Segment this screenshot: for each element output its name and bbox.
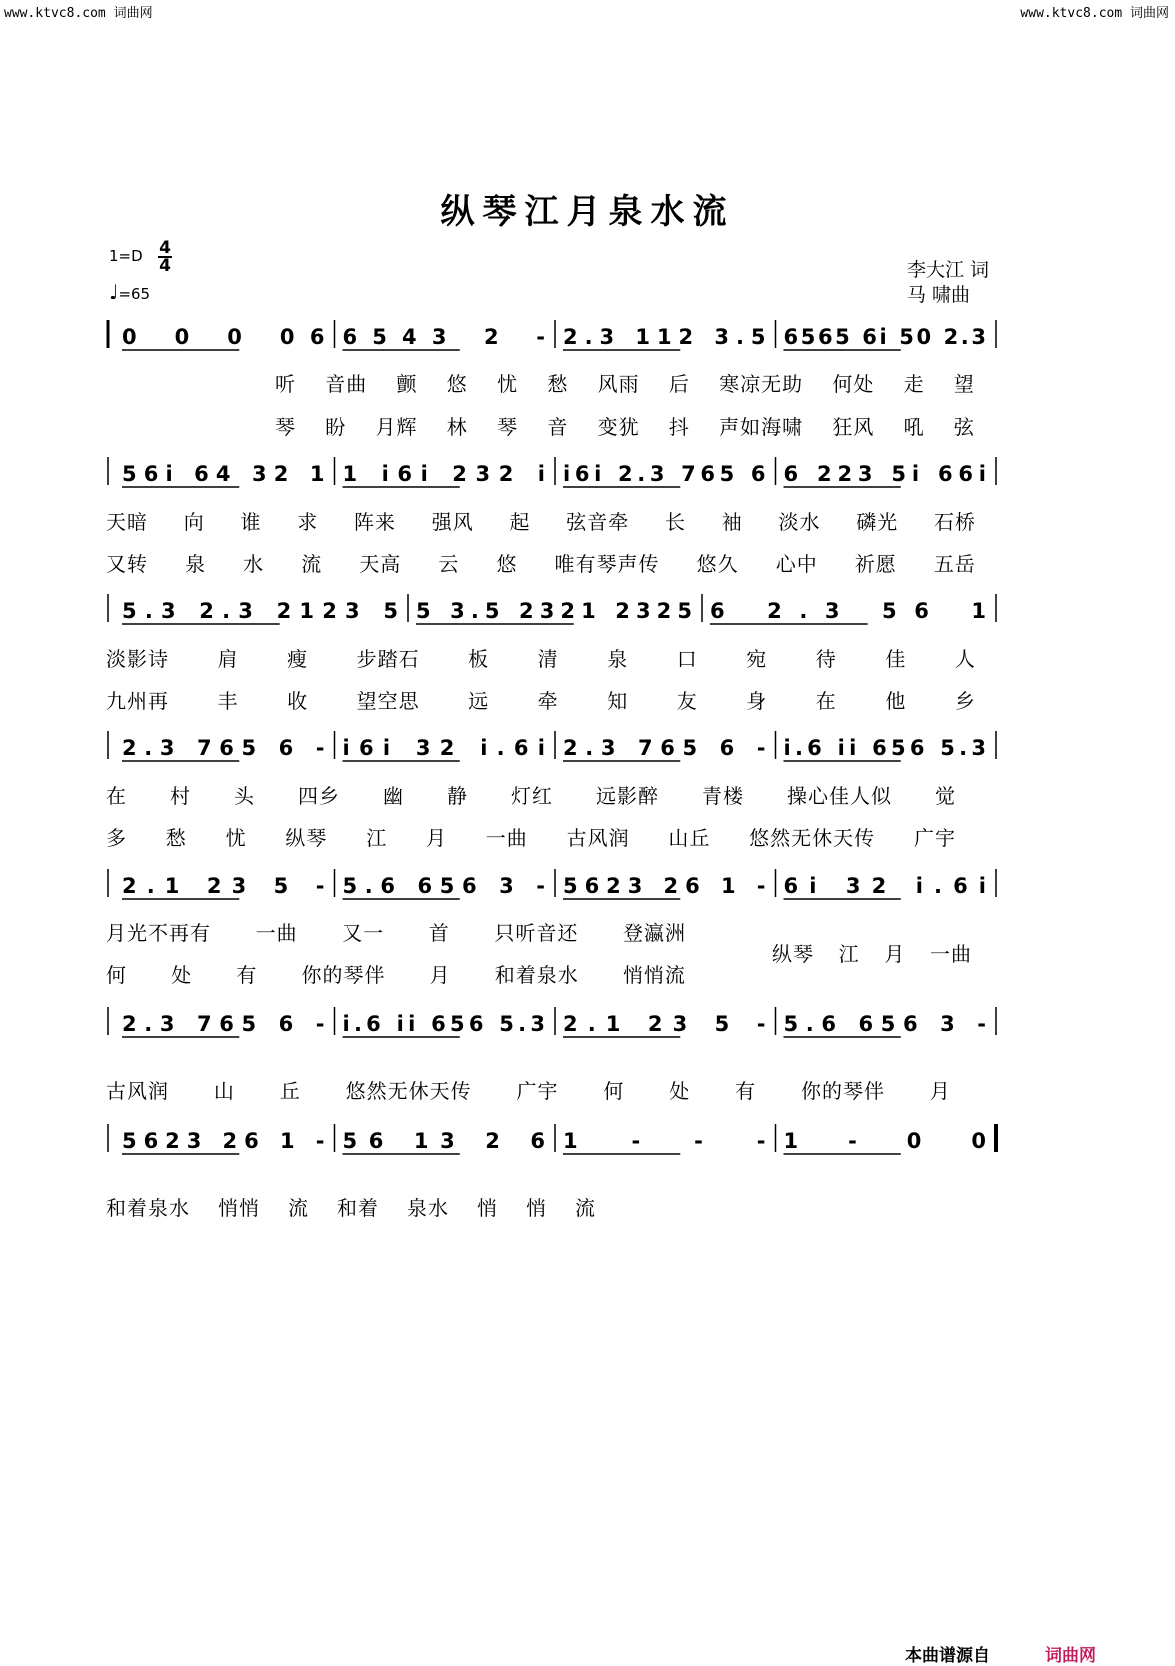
- lyric-word: 身: [746, 689, 768, 713]
- lyric-word: 抖: [668, 415, 690, 439]
- lyric-word: 流: [575, 1196, 596, 1220]
- lyric-word: 四乡: [298, 784, 340, 808]
- measure: 2.1 23 5 -: [563, 1012, 766, 1036]
- measure: 5623 26 1 -: [563, 874, 766, 898]
- lyric-word: 在: [106, 784, 127, 808]
- song-title: 纵琴江月泉水流: [440, 192, 735, 232]
- lyric-word: 广宇: [913, 826, 956, 850]
- lyric-word: 忧: [225, 826, 247, 850]
- lyric-word: 心中: [775, 552, 818, 576]
- lyric-word: 寒凉无助: [719, 372, 804, 396]
- lyric-word: 悠然无休天传: [749, 826, 876, 850]
- lyric-word: 悠久: [696, 552, 739, 576]
- lyric-word: 琴: [497, 415, 519, 439]
- measure: 56 13 2 6: [342, 1129, 545, 1153]
- lyric-word: 吼: [903, 415, 925, 439]
- measure: i6i 2.3 765 6: [563, 462, 766, 486]
- lyric-word: 弦音牵: [566, 510, 630, 534]
- lyric-word: 丰: [217, 689, 239, 713]
- lyrics-s5-v1: [106, 917, 686, 946]
- lyric-word: 远影醉: [596, 784, 659, 808]
- lyric-word: 盼: [325, 415, 347, 439]
- lyric-word: 月辉: [375, 415, 418, 439]
- lyric-word: 望: [953, 372, 975, 396]
- lyric-word: 乡: [954, 689, 976, 713]
- lyric-word: 古风润: [106, 1079, 169, 1103]
- lyric-word: 向: [183, 510, 205, 534]
- lyric-word: 一曲: [485, 826, 528, 850]
- lyrics-s1-v2: [275, 411, 975, 440]
- lyric-word: 操心佳人似: [787, 784, 892, 808]
- lyric-word: 头: [234, 784, 255, 808]
- lyric-word: 登瀛洲: [622, 921, 686, 945]
- measure: 1 - 0 0: [783, 1129, 986, 1153]
- lyrics-s2-v1: [106, 506, 976, 535]
- lyric-word: 友: [676, 689, 698, 713]
- lyrics-s3-v2: [106, 685, 976, 714]
- measure: 6 223 5i 66i: [783, 462, 986, 486]
- lyricist: 李大江 词: [907, 259, 990, 281]
- lyric-word: 风雨: [597, 372, 640, 396]
- lyric-word: 音: [547, 415, 569, 439]
- lyric-word: 口: [676, 647, 698, 671]
- lyric-word: 又一: [342, 921, 385, 945]
- measure: 2.1 23 5 -: [122, 874, 325, 898]
- lyric-word: 天暗: [106, 510, 148, 534]
- measure: 5623 26 1 -: [122, 1129, 325, 1153]
- lyric-word: 望空思: [356, 689, 420, 713]
- lyrics-s2-v2: [106, 548, 976, 577]
- lyric-word: 弦: [953, 415, 975, 439]
- lyric-word: 音曲: [325, 372, 368, 396]
- lyric-word: 起: [509, 510, 531, 534]
- notation-line: [108, 731, 996, 761]
- lyric-word: 和着泉水: [494, 963, 579, 987]
- notation-line: [108, 457, 996, 487]
- lyric-word: 悠: [496, 552, 518, 576]
- lyric-word: 流: [288, 1196, 309, 1220]
- lyrics-s4-v2: [106, 822, 956, 851]
- measure: 2.3 765 6 -: [563, 736, 766, 760]
- lyric-word: 悄悄流: [622, 963, 686, 987]
- lyric-word: 愁: [165, 826, 187, 850]
- lyric-word: 五岳: [933, 552, 976, 576]
- lyric-word: 觉: [935, 784, 956, 808]
- lyric-word: 多: [106, 826, 127, 850]
- site-url-left[interactable]: www.ktvc8.com 词曲网: [4, 6, 153, 21]
- lyric-word: 青楼: [702, 784, 744, 808]
- lyric-word: 宛: [746, 647, 768, 671]
- lyrics-s6: [106, 1075, 951, 1104]
- notation-line: [108, 1124, 996, 1154]
- key-signature: 1=D: [109, 247, 143, 265]
- measure: 6543 2 -: [342, 325, 545, 349]
- measure: 6 2.3 56 1: [710, 599, 986, 623]
- lyric-word: 忧: [497, 372, 519, 396]
- measure: i6i 32 i.6i: [342, 736, 545, 760]
- lyric-word: 肩: [217, 647, 239, 671]
- measure: i.6 ii 656 5.3: [783, 736, 986, 760]
- lyric-word: 强风: [431, 510, 474, 534]
- lyric-word: 在: [815, 689, 837, 713]
- time-bottom: 4: [159, 256, 171, 276]
- lyric-word: 他: [885, 689, 907, 713]
- lyric-word: 纵琴: [772, 942, 814, 966]
- measure: 5 3.5 2321 2325: [416, 599, 692, 623]
- notation-line: [108, 594, 996, 624]
- measure: 2.3 765 6 -: [122, 736, 325, 760]
- measure: 0 0 0 06: [122, 325, 325, 349]
- lyric-word: 知: [607, 689, 629, 713]
- measure: 5.6 656 3 -: [783, 1012, 986, 1036]
- lyric-word: 九州再: [106, 689, 169, 713]
- lyric-word: 佳: [885, 647, 907, 671]
- tempo-value: =65: [118, 285, 151, 303]
- lyric-word: 泉: [607, 647, 629, 671]
- lyric-word: 颤: [396, 372, 418, 396]
- lyric-word: 月: [425, 826, 447, 850]
- measure: 2.3 112 3.5: [563, 325, 766, 349]
- measure: 5.6 656 3 -: [342, 874, 545, 898]
- lyric-word: 又转: [106, 552, 148, 576]
- lyric-word: 长: [665, 510, 686, 534]
- lyric-word: 狂风: [832, 415, 875, 439]
- lyric-word: 一曲: [255, 921, 298, 945]
- measure: 1 i6i 232 i: [342, 462, 545, 486]
- measure: i.6 ii 656 5.3: [342, 1012, 545, 1036]
- lyric-word: 愁: [547, 372, 569, 396]
- lyric-word: 一曲: [929, 942, 972, 966]
- lyric-word: 袖: [721, 510, 743, 534]
- lyric-word: 牵: [537, 689, 559, 713]
- lyric-word: 人: [954, 647, 976, 671]
- composer: 马 啸曲: [907, 284, 971, 306]
- lyric-word: 石桥: [934, 510, 976, 534]
- lyric-word: 纵琴: [285, 826, 328, 850]
- lyric-word: 收: [287, 689, 309, 713]
- lyric-word: 江: [366, 826, 388, 850]
- lyric-word: 远: [468, 689, 490, 713]
- lyric-word: 你的琴伴: [301, 963, 386, 987]
- measure: 6565 6i 50 2.3: [783, 325, 986, 349]
- lyric-word: 走: [903, 372, 925, 396]
- lyric-word: 天高: [359, 552, 402, 576]
- lyrics-s1-v1: [275, 368, 975, 397]
- lyric-word: 悄悄: [218, 1196, 260, 1220]
- lyric-word: 广宇: [516, 1079, 559, 1103]
- measure: 5.3 2.3 2123 5: [122, 599, 398, 623]
- lyric-word: 瘦: [287, 647, 309, 671]
- lyric-word: 和着泉水: [106, 1196, 190, 1220]
- lyric-word: 待: [815, 647, 837, 671]
- notation-line: [108, 320, 996, 350]
- lyric-word: 有: [236, 963, 258, 987]
- lyric-word: 琴: [275, 415, 296, 439]
- lyric-word: 求: [297, 510, 319, 534]
- lyric-word: 丘: [279, 1079, 301, 1103]
- notation-line: [108, 1007, 996, 1037]
- lyric-word: 悠: [446, 372, 468, 396]
- lyric-word: 清: [537, 647, 559, 671]
- lyric-word: 灯红: [511, 784, 553, 808]
- time-top: 4: [159, 238, 171, 258]
- lyric-word: 月光不再有: [106, 921, 211, 945]
- lyric-word: 听: [275, 372, 296, 396]
- lyric-word: 有: [735, 1079, 757, 1103]
- lyric-word: 声如海啸: [719, 415, 804, 439]
- lyric-word: 何: [603, 1079, 625, 1103]
- lyric-word: 古风润: [566, 826, 630, 850]
- lyric-word: 变犹: [597, 415, 640, 439]
- lyric-word: 祈愿: [854, 552, 897, 576]
- lyric-word: 水: [243, 552, 265, 576]
- lyric-word: 流: [301, 552, 323, 576]
- lyric-word: 静: [447, 784, 468, 808]
- lyrics-s7: [106, 1192, 596, 1221]
- lyric-word: 幽: [383, 784, 404, 808]
- lyric-word: 云: [438, 552, 460, 576]
- lyric-word: 处: [171, 963, 193, 987]
- lyric-word: 山丘: [668, 826, 711, 850]
- lyric-word: 月: [884, 942, 906, 966]
- lyric-word: 唯有琴声传: [554, 552, 660, 576]
- lyric-word: 月: [429, 963, 451, 987]
- measure: 1 - - -: [563, 1129, 766, 1153]
- measure: 2.3 765 6 -: [122, 1012, 325, 1036]
- lyric-word: 悠然无休天传: [345, 1079, 472, 1103]
- lyric-word: 悄: [477, 1196, 498, 1220]
- lyric-word: 后: [668, 372, 690, 396]
- lyric-word: 何: [106, 963, 127, 987]
- measure: 6i 32 i.6i: [783, 874, 986, 898]
- lyric-word: 悄: [526, 1196, 547, 1220]
- site-url-right[interactable]: www.ktvc8.com 词曲网: [1020, 6, 1169, 21]
- quarter-note-icon: ♩: [109, 280, 119, 304]
- lyric-word: 只听音还: [494, 921, 579, 945]
- lyric-word: 月: [929, 1079, 951, 1103]
- lyric-word: 泉: [185, 552, 207, 576]
- lyric-word: 江: [838, 942, 860, 966]
- lyrics-s4-v1: [106, 780, 956, 809]
- lyric-word: 淡水: [778, 510, 821, 534]
- lyric-word: 阵来: [354, 510, 396, 534]
- lyric-word: 和着: [337, 1196, 379, 1220]
- lyric-word: 何处: [832, 372, 875, 396]
- lyric-word: 首: [428, 921, 450, 945]
- lyric-word: 村: [170, 784, 191, 808]
- lyrics-s5-v2: [106, 959, 686, 988]
- lyric-word: 泉水: [407, 1196, 449, 1220]
- lyrics-s5-coda: [772, 938, 972, 967]
- brand-logo[interactable]: 词曲网: [1045, 1646, 1096, 1666]
- lyric-word: 林: [446, 415, 468, 439]
- lyrics-s3-v1: [106, 643, 976, 672]
- lyric-word: 步踏石: [356, 647, 420, 671]
- source-label: 本曲谱源自: [905, 1646, 990, 1666]
- lyric-word: 你的琴伴: [801, 1079, 885, 1103]
- lyric-word: 磷光: [856, 510, 899, 534]
- notation-line: [108, 869, 996, 899]
- lyric-word: 板: [468, 647, 490, 671]
- measure: 56i 64 32 1: [122, 462, 325, 486]
- lyric-word: 淡影诗: [106, 647, 169, 671]
- lyric-word: 山: [213, 1079, 235, 1103]
- lyric-word: 谁: [240, 510, 262, 534]
- lyric-word: 处: [669, 1079, 691, 1103]
